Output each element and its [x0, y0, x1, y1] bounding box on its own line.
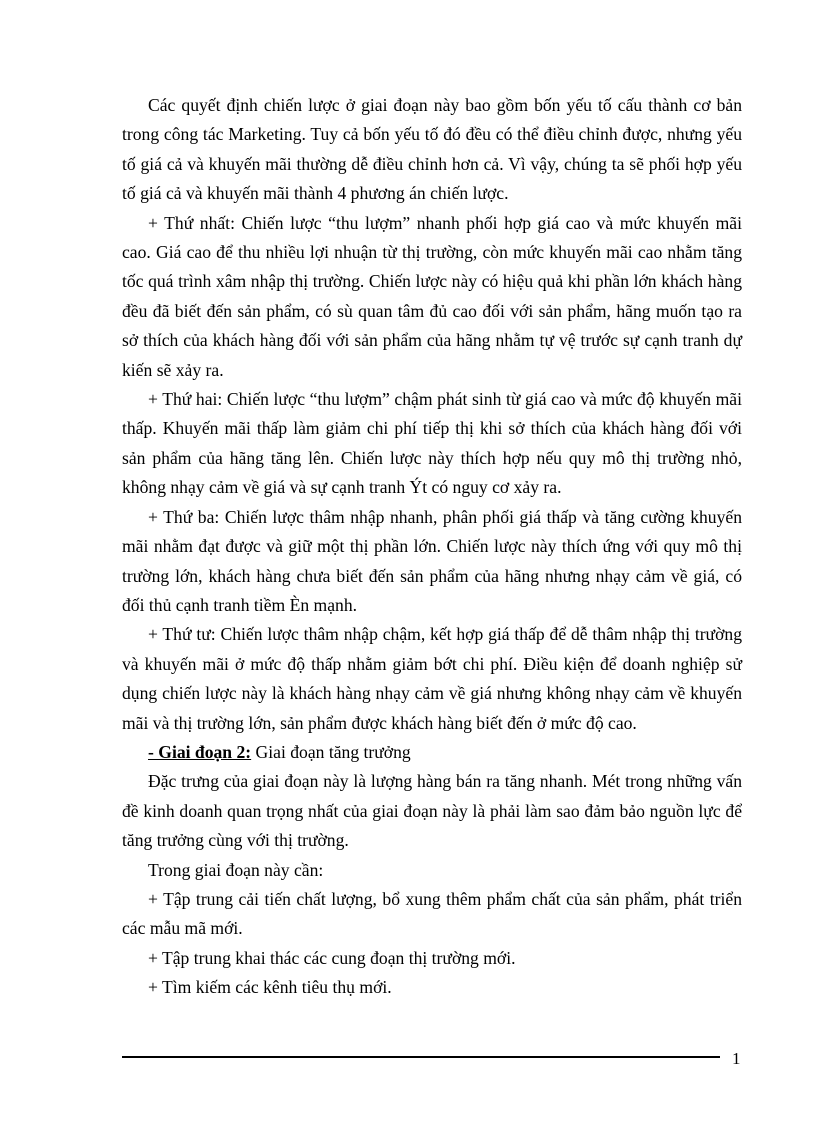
page-number: 1 [732, 1049, 741, 1068]
list-item-channels: + Tìm kiếm các kênh tiêu thụ mới. [148, 977, 392, 998]
section-heading-growth-stage [122, 738, 742, 767]
list-item-segments: + Tập trung khai thác các cung đoạn thị trường mới. [148, 947, 516, 968]
paragraph-requirements-intro: Trong giai đoạn này cần: [148, 859, 324, 880]
paragraph-growth-description: Đặc trưng của giai đoạn này là lượng hàng bán ra tăng nhanh. Mét trong những vấn đề kinh doanh quan trọng nhất của giai đoạn này là phải làm sao đảm bảo nguồn lực để tăng trưởng cùng với thị trường. [122, 771, 742, 851]
page-body [122, 91, 742, 1003]
section-heading-title: Giai đoạn tăng trưởng [251, 741, 411, 762]
section-heading-label: - Giai đoạn 2: [148, 741, 252, 762]
paragraph-intro: Các quyết định chiến lược ở giai đoạn này bao gồm bốn yếu tố cấu thành cơ bản trong công tác Marketing. Tuy cả bốn yếu tố đó đều có thể điều chỉnh được, nhưng yếu tố giá cả và khuyến mãi thường dễ điều chỉnh hơn cả. Vì vậy, chúng ta sẽ phối hợp yếu tố giá cả và khuyến mãi thành 4 phương án chiến lược. [122, 95, 742, 204]
paragraph-strategy-4: + Thứ tư: Chiến lược thâm nhập chậm, kết hợp giá thấp để dễ thâm nhập thị trường và khuyến mãi ở mức độ thấp nhằm giảm bớt chi phí. Điều kiện để doanh nghiệp sử dụng chiến lược này là khách hàng nhạy cảm về giá nhưng không nhạy cảm về khuyến mãi và thị trường lớn, sản phẩm được khách hàng biết đến ở mức độ cao. [122, 624, 742, 733]
paragraph-strategy-2: + Thứ hai: Chiến lược “thu lượm” chậm phát sinh từ giá cao và mức độ khuyến mãi thấp. Khuyến mãi thấp làm giảm chi phí tiếp thị khi sở thích của khách hàng đối với sản phẩm của hãng tăng lên. Chiến lược này thích hợp nếu quy mô thị trường nhỏ, không nhạy cảm về giá và sự cạnh tranh Ýt có nguy cơ xảy ra. [122, 389, 742, 498]
paragraph-strategy-1: + Thứ nhất: Chiến lược “thu lượm” nhanh phối hợp giá cao và mức khuyến mãi cao. Giá cao để thu nhiều lợi nhuận từ thị trường, còn mức khuyến mãi cao nhằm tăng tốc quá trình xâm nhập thị trường. Chiến lược này có hiệu quả khi phần lớn khách hàng đều đã biết đến sản phẩm, có sù quan tâm đủ cao đối với sản phẩm, hãng muốn tạo ra sở thích của khách hàng đối với sản phẩm của hãng nhằm tự vệ trước sự cạnh tranh dự kiến sẽ xảy ra. [122, 212, 742, 380]
list-item-quality: + Tập trung cải tiến chất lượng, bổ xung thêm phẩm chất của sản phẩm, phát triển các mẫu mã mới. [122, 888, 742, 939]
footer-divider [122, 1056, 720, 1058]
paragraph-strategy-3: + Thứ ba: Chiến lược thâm nhập nhanh, phân phối giá thấp và tăng cường khuyến mãi nhằm đạt được và giữ một thị phần lớn. Chiến lược này thích ứng với quy mô thị trường lớn, khách hàng chưa biết đến sản phẩm của hãng nhưng nhạy cảm về giá, có đối thủ cạnh tranh tiềm Èn mạnh. [122, 506, 742, 615]
